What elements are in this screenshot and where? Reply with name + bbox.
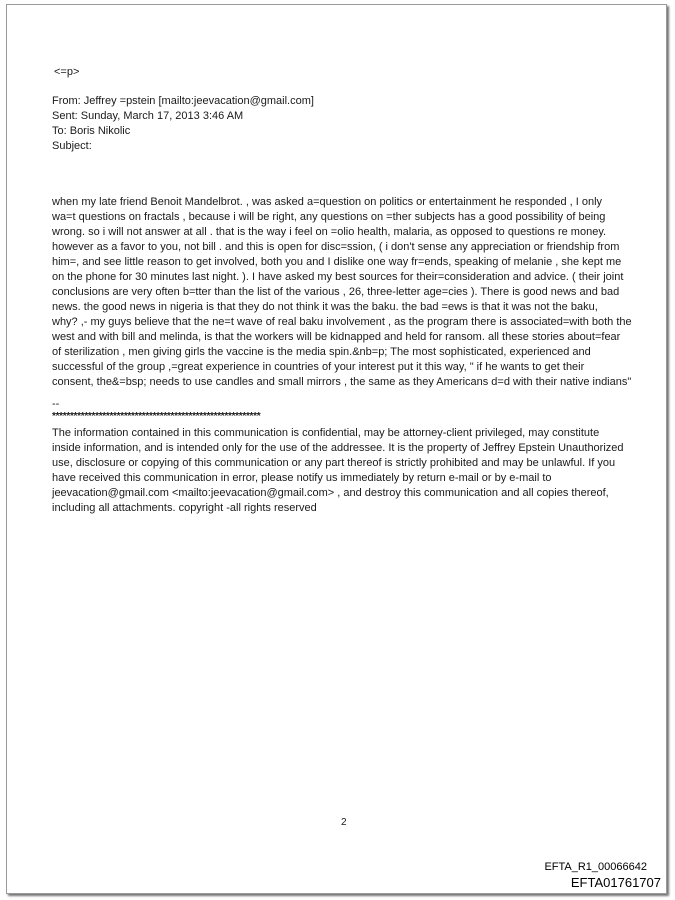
bates-id-large: EFTA01761707 — [570, 875, 661, 890]
page-number: 2 — [341, 817, 347, 828]
body-line: west and with bill and melinda, is that the workers will be kidnapped and held for ransom. all these stories about=fear — [52, 331, 621, 343]
body-line: of sterilization , men giving girls the vaccine is the media spin.&nb=p; The most sophisticated, experienced and — [52, 346, 591, 358]
body-line: wrong. so i will not answer at all . that is the way i feel on =olio health, malaria, as opposed to questions re money. — [52, 226, 607, 238]
body-line: why? ,- my guys believe that the ne=t wave of real baku involvement , as the program there is associated=with both the — [52, 316, 632, 328]
email-header — [52, 94, 314, 154]
asterisk-divider: ********************************************************** — [52, 411, 261, 422]
body-line: when my late friend Benoit Mandelbrot. , was asked a=question on politics or entertainment he responded , I only — [52, 196, 603, 208]
paragraph-marker: <=p> — [54, 66, 80, 78]
bates-id-small: EFTA_R1_00066642 — [544, 861, 647, 873]
disclaimer-line: use, disclosure or copying of this communication or any part thereof is strictly prohibited and may be unlawful. If you — [52, 457, 616, 469]
body-line: successful of the group ,=great experience in countries of your interest put it this way, " if he wants to get their — [52, 361, 585, 373]
body-line: conclusions are very often b=tter than the list of the various , 26, three-letter age=cies ). There is good news and bad — [52, 286, 620, 298]
subject-line: Subject: — [52, 140, 92, 152]
confidentiality-disclaimer — [52, 426, 632, 516]
disclaimer-line: including all attachments. copyright -all rights reserved — [52, 502, 317, 514]
body-line: on the phone for 30 minutes last night. ). I have asked my best sources for their=consideration and advice. ( their joint — [52, 271, 624, 283]
from-line: From: Jeffrey =pstein [mailto:jeevacation@gmail.com] — [52, 95, 314, 107]
disclaimer-line: have received this communication in error, please notify us immediately by return e-mail or by e-mail to — [52, 472, 552, 484]
body-line: wa=t questions on fractals , because i will be right, any questions on =ther subjects has a good possibility of being — [52, 211, 606, 223]
body-line: news. the good news in nigeria is that they do not think it was the baku. the bad =ews is that it was not the baku, — [52, 301, 598, 313]
disclaimer-line: inside information, and is intended only for the use of the addressee. It is the property of Jeffrey Epstein Unauthorized — [52, 442, 624, 454]
body-line: however as a favor to you, not bill . and this is open for disc=ssion, ( i don't sense any appreciation or friendship from — [52, 241, 620, 253]
to-line: To: Boris Nikolic — [52, 125, 131, 137]
disclaimer-line: jeevacation@gmail.com <mailto:jeevacation@gmail.com> , and destroy this communication and all copies thereof, — [52, 487, 609, 499]
email-body — [52, 195, 632, 390]
body-line: consent, the&=bsp; needs to use candles and small mirrors , the same as they Americans d=d with their native indians" — [52, 376, 632, 388]
signature-separator: -- — [52, 398, 60, 410]
document-page — [6, 4, 667, 894]
disclaimer-line: The information contained in this communication is confidential, may be attorney-client privileged, may constitute — [52, 427, 600, 439]
body-line: him=, and see little reason to get involved, both you and I dislike one way fr=ends, speaking of melanie , she kept me — [52, 256, 622, 268]
sent-line: Sent: Sunday, March 17, 2013 3:46 AM — [52, 110, 244, 122]
